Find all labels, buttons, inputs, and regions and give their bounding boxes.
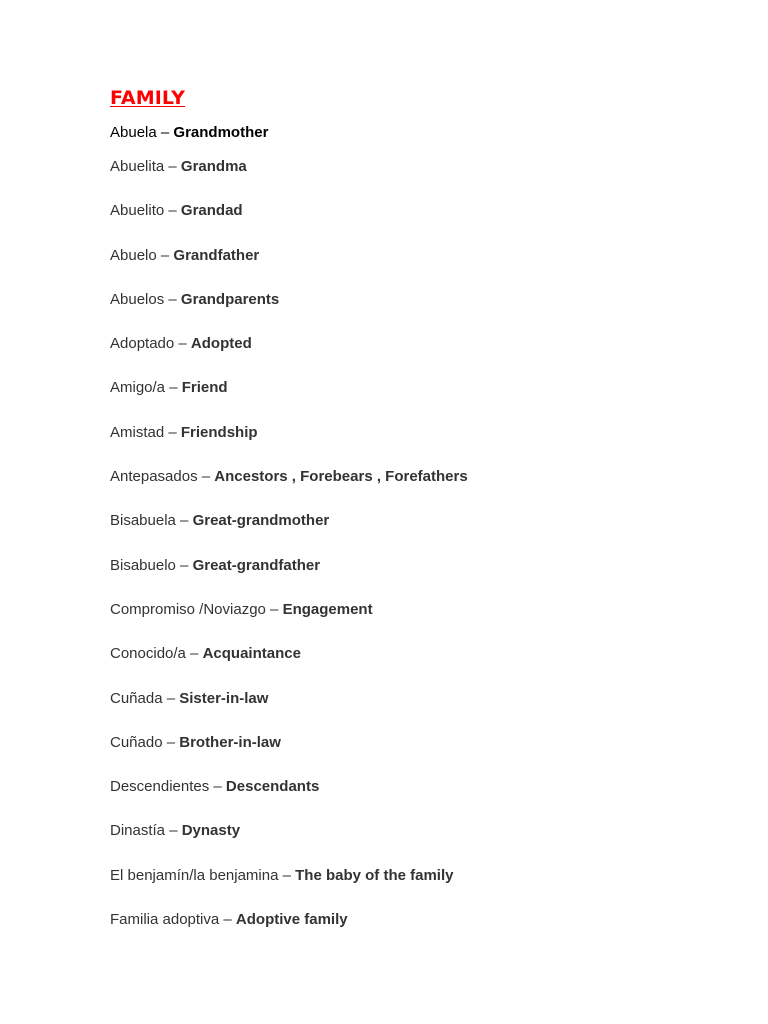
spanish-term: Amistad [110,423,165,441]
english-translation: Grandma [180,158,247,175]
separator: – [164,423,181,441]
english-translation: Adoptive family [235,911,348,929]
separator: – [162,689,180,707]
english-translation: The baby of the family [295,866,454,884]
separator: – [265,600,283,618]
separator: – [156,246,174,264]
vocab-entry [110,690,710,708]
vocab-entry [110,734,710,752]
vocab-list [110,158,710,929]
separator: – [174,335,191,353]
vocab-entry [110,291,710,309]
separator: – [164,202,181,220]
english-translation: Engagement [282,600,373,618]
separator: – [164,290,181,308]
spanish-term: Bisabuelo [110,556,176,574]
spanish-term: Compromiso /Noviazgo [110,600,266,618]
spanish-term: Descendientes [110,778,210,796]
english-translation: Grandfather [173,246,260,264]
spanish-term: Cuñada [110,689,163,707]
spanish-term: El benjamín/la benjamina [110,866,279,884]
english-translation: Brother-in-law [179,733,281,751]
vocab-entry [110,468,710,486]
english-translation: Descendants [225,778,320,796]
vocab-entry [110,335,710,353]
spanish-term: Familia adoptiva [110,911,220,929]
vocab-entry [110,512,710,530]
english-translation: Grandmother [173,124,269,141]
vocab-entry [110,601,710,619]
vocab-entry [110,202,710,220]
separator: – [162,733,180,751]
english-translation: Acquaintance [202,645,301,663]
separator: – [164,158,181,175]
separator: – [156,124,174,141]
separator: – [175,556,193,574]
english-translation: Great-grandfather [192,556,321,574]
separator: – [165,822,182,840]
vocab-entry [110,424,710,442]
separator: – [278,866,296,884]
document-page [110,86,710,929]
spanish-term: Abuela [110,124,157,141]
vocab-entry-first [110,124,710,142]
spanish-term: Antepasados [110,468,198,486]
separator: – [175,512,193,530]
english-translation: Dynasty [181,822,241,840]
spanish-term: Bisabuela [110,512,176,530]
vocab-entry [110,867,710,885]
vocab-entry [110,645,710,663]
separator: – [197,468,215,486]
spanish-term: Abuelos [110,290,165,308]
separator: – [219,911,236,929]
english-translation: Sister-in-law [179,689,269,707]
vocab-entry [110,247,710,265]
separator: – [209,778,226,796]
spanish-term: Adoptado [110,335,175,353]
english-translation: Grandad [180,202,243,220]
vocab-entry [110,158,710,176]
vocab-entry [110,778,710,796]
english-translation: Grandparents [180,290,280,308]
vocab-entry [110,822,710,840]
english-translation: Ancestors , Forebears , Forefathers [214,468,468,486]
spanish-term: Abuelita [110,158,165,175]
english-translation: Great-grandmother [192,512,330,530]
vocab-entry [110,379,710,397]
spanish-term: Dinastía [110,822,166,840]
separator: – [165,379,182,397]
spanish-term: Abuelito [110,202,165,220]
document-title: FAMILY [110,87,185,109]
separator: – [185,645,203,663]
english-translation: Friend [181,379,228,397]
english-translation: Friendship [180,423,258,441]
spanish-term: Cuñado [110,733,163,751]
vocab-entry [110,911,710,929]
spanish-term: Amigo/a [110,379,166,397]
english-translation: Adopted [190,335,252,353]
vocab-entry [110,557,710,575]
spanish-term: Conocido/a [110,645,186,663]
spanish-term: Abuelo [110,246,157,264]
